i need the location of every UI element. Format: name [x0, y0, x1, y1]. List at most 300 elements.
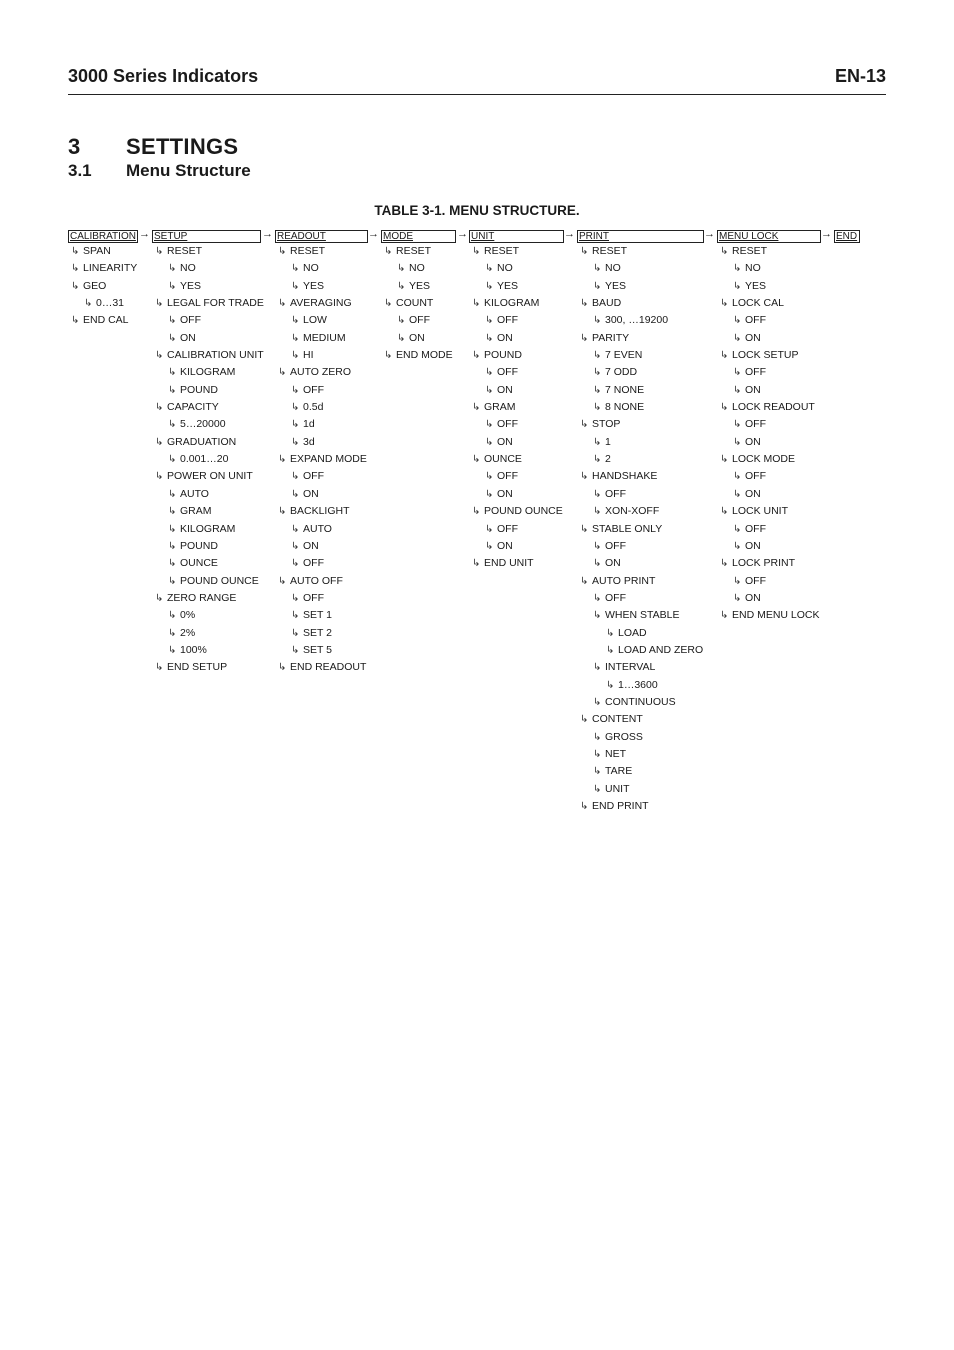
menu-item-label: POUND: [180, 383, 218, 396]
menu-item-label: TARE: [605, 765, 633, 778]
menu-item-label: GRAM: [484, 401, 516, 414]
branch-arrow-icon: ↳: [71, 263, 80, 275]
connector-arrow-icon: →: [564, 228, 575, 240]
branch-arrow-icon: ↳: [733, 471, 742, 483]
menu-item-label: RESET: [167, 245, 203, 257]
menu-item: [275, 451, 368, 468]
branch-arrow-icon: ↳: [155, 402, 164, 414]
branch-arrow-icon: ↳: [733, 436, 742, 448]
menu-item: [469, 364, 564, 381]
menu-item-label: CONTENT: [592, 713, 643, 726]
branch-arrow-icon: ↳: [580, 714, 589, 726]
menu-item-label: ON: [745, 383, 761, 396]
menu-item-label: YES: [303, 279, 325, 292]
branch-arrow-icon: ↳: [593, 367, 602, 379]
branch-arrow-icon: ↳: [472, 298, 481, 310]
menu-item-label: OFF: [745, 314, 766, 327]
branch-arrow-icon: ↳: [485, 367, 494, 379]
menu-item: [469, 399, 564, 416]
menu-item: [577, 278, 704, 295]
menu-item-label: YES: [605, 279, 627, 292]
branch-arrow-icon: ↳: [168, 523, 177, 535]
branch-arrow-icon: ↳: [472, 558, 481, 570]
branch-arrow-icon: ↳: [580, 298, 589, 310]
menu-item-label: LEGAL FOR TRADE: [167, 297, 264, 310]
branch-arrow-icon: ↳: [593, 488, 602, 500]
branch-arrow-icon: ↳: [485, 436, 494, 448]
menu-item: [469, 347, 564, 364]
menu-item-label: LOCK CAL: [732, 297, 784, 310]
menu-item-label: AUTO ZERO: [290, 366, 352, 379]
menu-item-label: ON: [745, 435, 761, 448]
branch-arrow-icon: ↳: [733, 488, 742, 500]
menu-item-label: 0…31: [96, 297, 125, 310]
menu-item: [152, 330, 264, 347]
branch-arrow-icon: ↳: [168, 506, 177, 518]
menu-item: [717, 538, 821, 555]
branch-arrow-icon: ↳: [593, 436, 602, 448]
connector-arrow-icon: →: [457, 228, 468, 240]
menu-item: [275, 468, 368, 485]
menu-item: [717, 521, 821, 538]
menu-item: [469, 434, 564, 451]
branch-arrow-icon: ↳: [472, 506, 481, 518]
branch-arrow-icon: ↳: [291, 280, 300, 292]
menu-item-label: RESET: [484, 245, 520, 257]
menu-item-label: NO: [605, 262, 621, 275]
menu-item-label: SET 1: [303, 609, 332, 622]
menu-item-label: GRADUATION: [167, 435, 237, 448]
branch-arrow-icon: ↳: [168, 575, 177, 587]
branch-arrow-icon: ↳: [593, 662, 602, 674]
branch-arrow-icon: ↳: [291, 384, 300, 396]
page-number: EN-13: [834, 66, 886, 86]
menu-item: [152, 538, 264, 555]
menu-item-label: SET 5: [303, 643, 332, 656]
menu-column-print: [577, 230, 704, 815]
branch-arrow-icon: ↳: [291, 592, 300, 604]
branch-arrow-icon: ↳: [720, 610, 729, 622]
menu-item-label: OFF: [303, 383, 324, 396]
menu-item: [577, 451, 704, 468]
branch-arrow-icon: ↳: [593, 454, 602, 466]
menu-item: [275, 416, 368, 433]
connector-arrow-icon: →: [821, 228, 832, 240]
branch-arrow-icon: ↳: [291, 610, 300, 622]
branch-arrow-icon: ↳: [384, 350, 393, 362]
branch-arrow-icon: ↳: [397, 332, 406, 344]
branch-arrow-icon: ↳: [291, 523, 300, 535]
menu-item-label: 7 NONE: [605, 383, 645, 396]
menu-item: [275, 503, 368, 520]
menu-item-label: POUND: [484, 349, 522, 362]
menu-item-label: AVERAGING: [290, 297, 352, 310]
menu-item-label: BACKLIGHT: [290, 505, 350, 518]
branch-arrow-icon: ↳: [593, 263, 602, 275]
branch-arrow-icon: ↳: [720, 350, 729, 362]
table-caption: TABLE 3-1. MENU STRUCTURE.: [374, 203, 580, 218]
menu-item: [577, 468, 704, 485]
branch-arrow-icon: ↳: [168, 610, 177, 622]
menu-item: [152, 399, 264, 416]
menu-item-label: OUNCE: [180, 557, 218, 570]
branch-arrow-icon: ↳: [593, 783, 602, 795]
menu-item-label: NO: [497, 262, 513, 275]
menu-item: [275, 278, 368, 295]
branch-arrow-icon: ↳: [485, 332, 494, 344]
menu-item-label: POWER ON UNIT: [167, 470, 253, 483]
menu-item-label: ON: [497, 487, 513, 500]
menu-item-label: END UNIT: [484, 557, 534, 570]
menu-item: [717, 468, 821, 485]
branch-arrow-icon: ↳: [720, 506, 729, 518]
branch-arrow-icon: ↳: [168, 558, 177, 570]
branch-arrow-icon: ↳: [155, 662, 164, 674]
menu-item-label: RESET: [732, 245, 768, 257]
menu-item: [717, 451, 821, 468]
branch-arrow-icon: ↳: [733, 419, 742, 431]
menu-item: [577, 659, 704, 676]
menu-item: [717, 573, 821, 590]
menu-item: [717, 382, 821, 399]
menu-item-label: LINEARITY: [83, 262, 138, 275]
menu-item-label: END CAL: [83, 314, 129, 327]
menu-item-label: OFF: [303, 557, 324, 570]
menu-item: [152, 503, 264, 520]
menu-item: [381, 243, 456, 260]
menu-item: [275, 555, 368, 572]
menu-item-label: 2: [605, 453, 611, 466]
menu-item: [577, 347, 704, 364]
menu-item: [717, 434, 821, 451]
branch-arrow-icon: ↳: [71, 315, 80, 327]
menu-item-label: UNIT: [605, 782, 630, 795]
branch-arrow-icon: ↳: [155, 471, 164, 483]
branch-arrow-icon: ↳: [720, 246, 729, 257]
menu-column-calibration: [68, 230, 138, 330]
menu-item: [381, 330, 456, 347]
menu-item: [152, 295, 264, 312]
menu-header-readout: READOUT: [275, 230, 368, 243]
menu-item-label: OFF: [497, 314, 518, 327]
branch-arrow-icon: ↳: [155, 350, 164, 362]
menu-item-label: RESET: [290, 245, 326, 257]
menu-item: [152, 243, 264, 260]
menu-item-label: LOAD: [618, 626, 647, 639]
menu-item: [275, 260, 368, 277]
menu-item-label: WHEN STABLE: [605, 609, 680, 622]
menu-item: [717, 486, 821, 503]
branch-arrow-icon: ↳: [580, 419, 589, 431]
menu-item: [152, 382, 264, 399]
menu-item: [577, 382, 704, 399]
menu-item-label: END SETUP: [167, 661, 228, 674]
menu-item-label: AUTO PRINT: [592, 574, 656, 587]
menu-item: [577, 399, 704, 416]
menu-item-label: LOAD AND ZERO: [618, 643, 704, 656]
branch-arrow-icon: ↳: [155, 436, 164, 448]
branch-arrow-icon: ↳: [278, 454, 287, 466]
branch-arrow-icon: ↳: [593, 280, 602, 292]
menu-item-label: AUTO: [303, 522, 332, 535]
menu-item-label: OFF: [497, 522, 518, 535]
branch-arrow-icon: ↳: [71, 280, 80, 292]
menu-item: [152, 278, 264, 295]
menu-item-label: MEDIUM: [303, 331, 346, 344]
menu-item-label: CAPACITY: [167, 401, 219, 414]
branch-arrow-icon: ↳: [84, 298, 93, 310]
menu-item: [275, 521, 368, 538]
branch-arrow-icon: ↳: [291, 419, 300, 431]
menu-item-label: YES: [497, 279, 519, 292]
menu-item: [717, 364, 821, 381]
menu-item-label: 0.001…20: [180, 453, 229, 466]
menu-item: [68, 243, 138, 260]
menu-header-setup: SETUP: [152, 230, 261, 243]
menu-item: [275, 347, 368, 364]
menu-item: [68, 260, 138, 277]
menu-item-label: 1…3600: [618, 678, 658, 691]
menu-item: [152, 312, 264, 329]
menu-item: [577, 781, 704, 798]
menu-item-label: ZERO RANGE: [167, 591, 237, 604]
menu-item-label: RESET: [592, 245, 628, 257]
menu-item-label: CONTINUOUS: [605, 695, 676, 708]
branch-arrow-icon: ↳: [397, 280, 406, 292]
menu-item-label: END PRINT: [592, 800, 649, 812]
menu-item: [577, 521, 704, 538]
menu-item: [275, 399, 368, 416]
branch-arrow-icon: ↳: [593, 748, 602, 760]
menu-item-label: CALIBRATION UNIT: [167, 349, 264, 362]
branch-arrow-icon: ↳: [384, 246, 393, 257]
menu-item-label: LOCK SETUP: [732, 349, 799, 362]
branch-arrow-icon: ↳: [278, 367, 287, 379]
menu-item: [717, 555, 821, 572]
menu-item-label: KILOGRAM: [180, 522, 236, 535]
menu-column-setup: [152, 230, 264, 677]
menu-item-label: 1: [605, 435, 611, 448]
branch-arrow-icon: ↳: [720, 454, 729, 466]
menu-item-label: END MODE: [396, 349, 453, 362]
menu-item-label: GEO: [83, 279, 107, 292]
menu-item: [152, 521, 264, 538]
menu-item: [152, 364, 264, 381]
menu-item-label: NO: [303, 262, 319, 275]
branch-arrow-icon: ↳: [733, 540, 742, 552]
branch-arrow-icon: ↳: [278, 575, 287, 587]
menu-item: [275, 434, 368, 451]
menu-item-label: OFF: [180, 314, 201, 327]
menu-item-label: XON-XOFF: [605, 505, 660, 518]
menu-item-label: SPAN: [83, 245, 111, 257]
menu-item-label: OFF: [745, 366, 766, 379]
branch-arrow-icon: ↳: [593, 315, 602, 327]
menu-item-label: ON: [497, 539, 513, 552]
menu-item: [577, 243, 704, 260]
menu-item-label: ON: [605, 557, 621, 570]
menu-item: [152, 642, 264, 659]
menu-item-label: ON: [409, 331, 425, 344]
menu-item-label: OFF: [745, 522, 766, 535]
menu-item-label: ON: [745, 539, 761, 552]
menu-header-calibration: CALIBRATION: [68, 230, 138, 243]
menu-item-label: 3d: [303, 435, 315, 448]
menu-item-label: SET 2: [303, 626, 332, 639]
menu-item: [717, 278, 821, 295]
menu-item: [469, 278, 564, 295]
menu-item: [577, 729, 704, 746]
branch-arrow-icon: ↳: [485, 471, 494, 483]
menu-item-label: OFF: [605, 591, 626, 604]
menu-item-label: YES: [409, 279, 431, 292]
menu-item-label: NET: [605, 747, 626, 760]
header-rule: [68, 94, 886, 95]
menu-item: [469, 260, 564, 277]
menu-item-label: END MENU LOCK: [732, 609, 820, 622]
menu-header-end: END: [834, 230, 860, 243]
branch-arrow-icon: ↳: [733, 367, 742, 379]
menu-item-label: GRAM: [180, 505, 212, 518]
menu-item: [275, 295, 368, 312]
branch-arrow-icon: ↳: [733, 315, 742, 327]
branch-arrow-icon: ↳: [168, 367, 177, 379]
branch-arrow-icon: ↳: [472, 350, 481, 362]
branch-arrow-icon: ↳: [580, 801, 589, 812]
menu-item: [68, 278, 138, 295]
menu-column-mode: [381, 230, 456, 364]
branch-arrow-icon: ↳: [733, 523, 742, 535]
menu-item: [717, 590, 821, 607]
menu-item-label: YES: [180, 279, 202, 292]
menu-item-label: 5…20000: [180, 418, 226, 431]
menu-item-label: ON: [303, 487, 319, 500]
menu-item-label: 7 EVEN: [605, 349, 643, 362]
branch-arrow-icon: ↳: [168, 263, 177, 275]
branch-arrow-icon: ↳: [168, 627, 177, 639]
menu-item: [577, 295, 704, 312]
menu-item-label: HI: [303, 349, 314, 362]
connector-arrow-icon: →: [368, 228, 379, 240]
branch-arrow-icon: ↳: [593, 350, 602, 362]
menu-item-label: OFF: [605, 487, 626, 500]
menu-item: [381, 295, 456, 312]
menu-item-label: ON: [497, 331, 513, 344]
menu-item-label: 2%: [180, 626, 196, 639]
menu-item: [577, 538, 704, 555]
menu-item-label: END READOUT: [290, 661, 367, 674]
menu-item: [469, 555, 564, 572]
menu-item-label: OUNCE: [484, 453, 522, 466]
menu-item: [717, 243, 821, 260]
menu-item-label: AUTO OFF: [290, 574, 343, 587]
menu-item: [469, 503, 564, 520]
menu-item: [275, 382, 368, 399]
menu-item: [577, 330, 704, 347]
branch-arrow-icon: ↳: [291, 471, 300, 483]
menu-item-label: LOCK UNIT: [732, 505, 789, 518]
branch-arrow-icon: ↳: [733, 384, 742, 396]
branch-arrow-icon: ↳: [606, 679, 615, 691]
menu-item: [577, 555, 704, 572]
menu-item-label: 0%: [180, 609, 196, 622]
branch-arrow-icon: ↳: [472, 454, 481, 466]
branch-arrow-icon: ↳: [733, 575, 742, 587]
branch-arrow-icon: ↳: [291, 644, 300, 656]
branch-arrow-icon: ↳: [397, 263, 406, 275]
menu-item: [381, 278, 456, 295]
menu-item: [469, 330, 564, 347]
menu-item: [275, 659, 368, 676]
menu-item-label: 7 ODD: [605, 366, 638, 379]
branch-arrow-icon: ↳: [71, 246, 80, 257]
menu-item-label: OFF: [303, 470, 324, 483]
menu-item-label: 1d: [303, 418, 315, 431]
menu-column-unit: [469, 230, 564, 573]
menu-header-unit: UNIT: [469, 230, 564, 243]
menu-item: [577, 625, 704, 642]
branch-arrow-icon: ↳: [168, 488, 177, 500]
branch-arrow-icon: ↳: [472, 402, 481, 414]
branch-arrow-icon: ↳: [168, 280, 177, 292]
section-title: SETTINGS: [126, 134, 239, 159]
branch-arrow-icon: ↳: [733, 592, 742, 604]
branch-arrow-icon: ↳: [485, 384, 494, 396]
menu-item: [152, 607, 264, 624]
branch-arrow-icon: ↳: [485, 523, 494, 535]
menu-item-label: LOCK PRINT: [732, 557, 796, 570]
menu-item-label: OFF: [497, 366, 518, 379]
branch-arrow-icon: ↳: [155, 592, 164, 604]
menu-item: [381, 260, 456, 277]
branch-arrow-icon: ↳: [593, 558, 602, 570]
menu-item: [577, 573, 704, 590]
menu-item-label: POUND OUNCE: [180, 574, 259, 587]
menu-item: [469, 521, 564, 538]
menu-item-label: POUND OUNCE: [484, 505, 563, 518]
branch-arrow-icon: ↳: [291, 315, 300, 327]
menu-item-label: ON: [745, 331, 761, 344]
menu-item: [577, 503, 704, 520]
menu-item: [152, 486, 264, 503]
document-header-title: 3000 Series Indicators: [68, 66, 259, 86]
branch-arrow-icon: ↳: [593, 592, 602, 604]
branch-arrow-icon: ↳: [593, 506, 602, 518]
menu-item-label: OFF: [605, 539, 626, 552]
menu-item: [152, 451, 264, 468]
menu-item: [577, 642, 704, 659]
menu-item-label: ON: [303, 539, 319, 552]
menu-column-menu-lock: [717, 230, 821, 625]
menu-item: [469, 468, 564, 485]
menu-item: [275, 330, 368, 347]
menu-header-print: PRINT: [577, 230, 704, 243]
menu-item: [577, 364, 704, 381]
menu-item: [469, 416, 564, 433]
menu-item-label: NO: [745, 262, 761, 275]
branch-arrow-icon: ↳: [155, 298, 164, 310]
branch-arrow-icon: ↳: [485, 419, 494, 431]
menu-item-label: 0.5d: [303, 401, 324, 414]
menu-item-label: INTERVAL: [605, 661, 656, 674]
menu-item: [275, 625, 368, 642]
menu-item: [275, 243, 368, 260]
branch-arrow-icon: ↳: [278, 246, 287, 257]
menu-item: [577, 763, 704, 780]
menu-item: [717, 295, 821, 312]
menu-item-label: NO: [180, 262, 196, 275]
menu-item: [717, 347, 821, 364]
